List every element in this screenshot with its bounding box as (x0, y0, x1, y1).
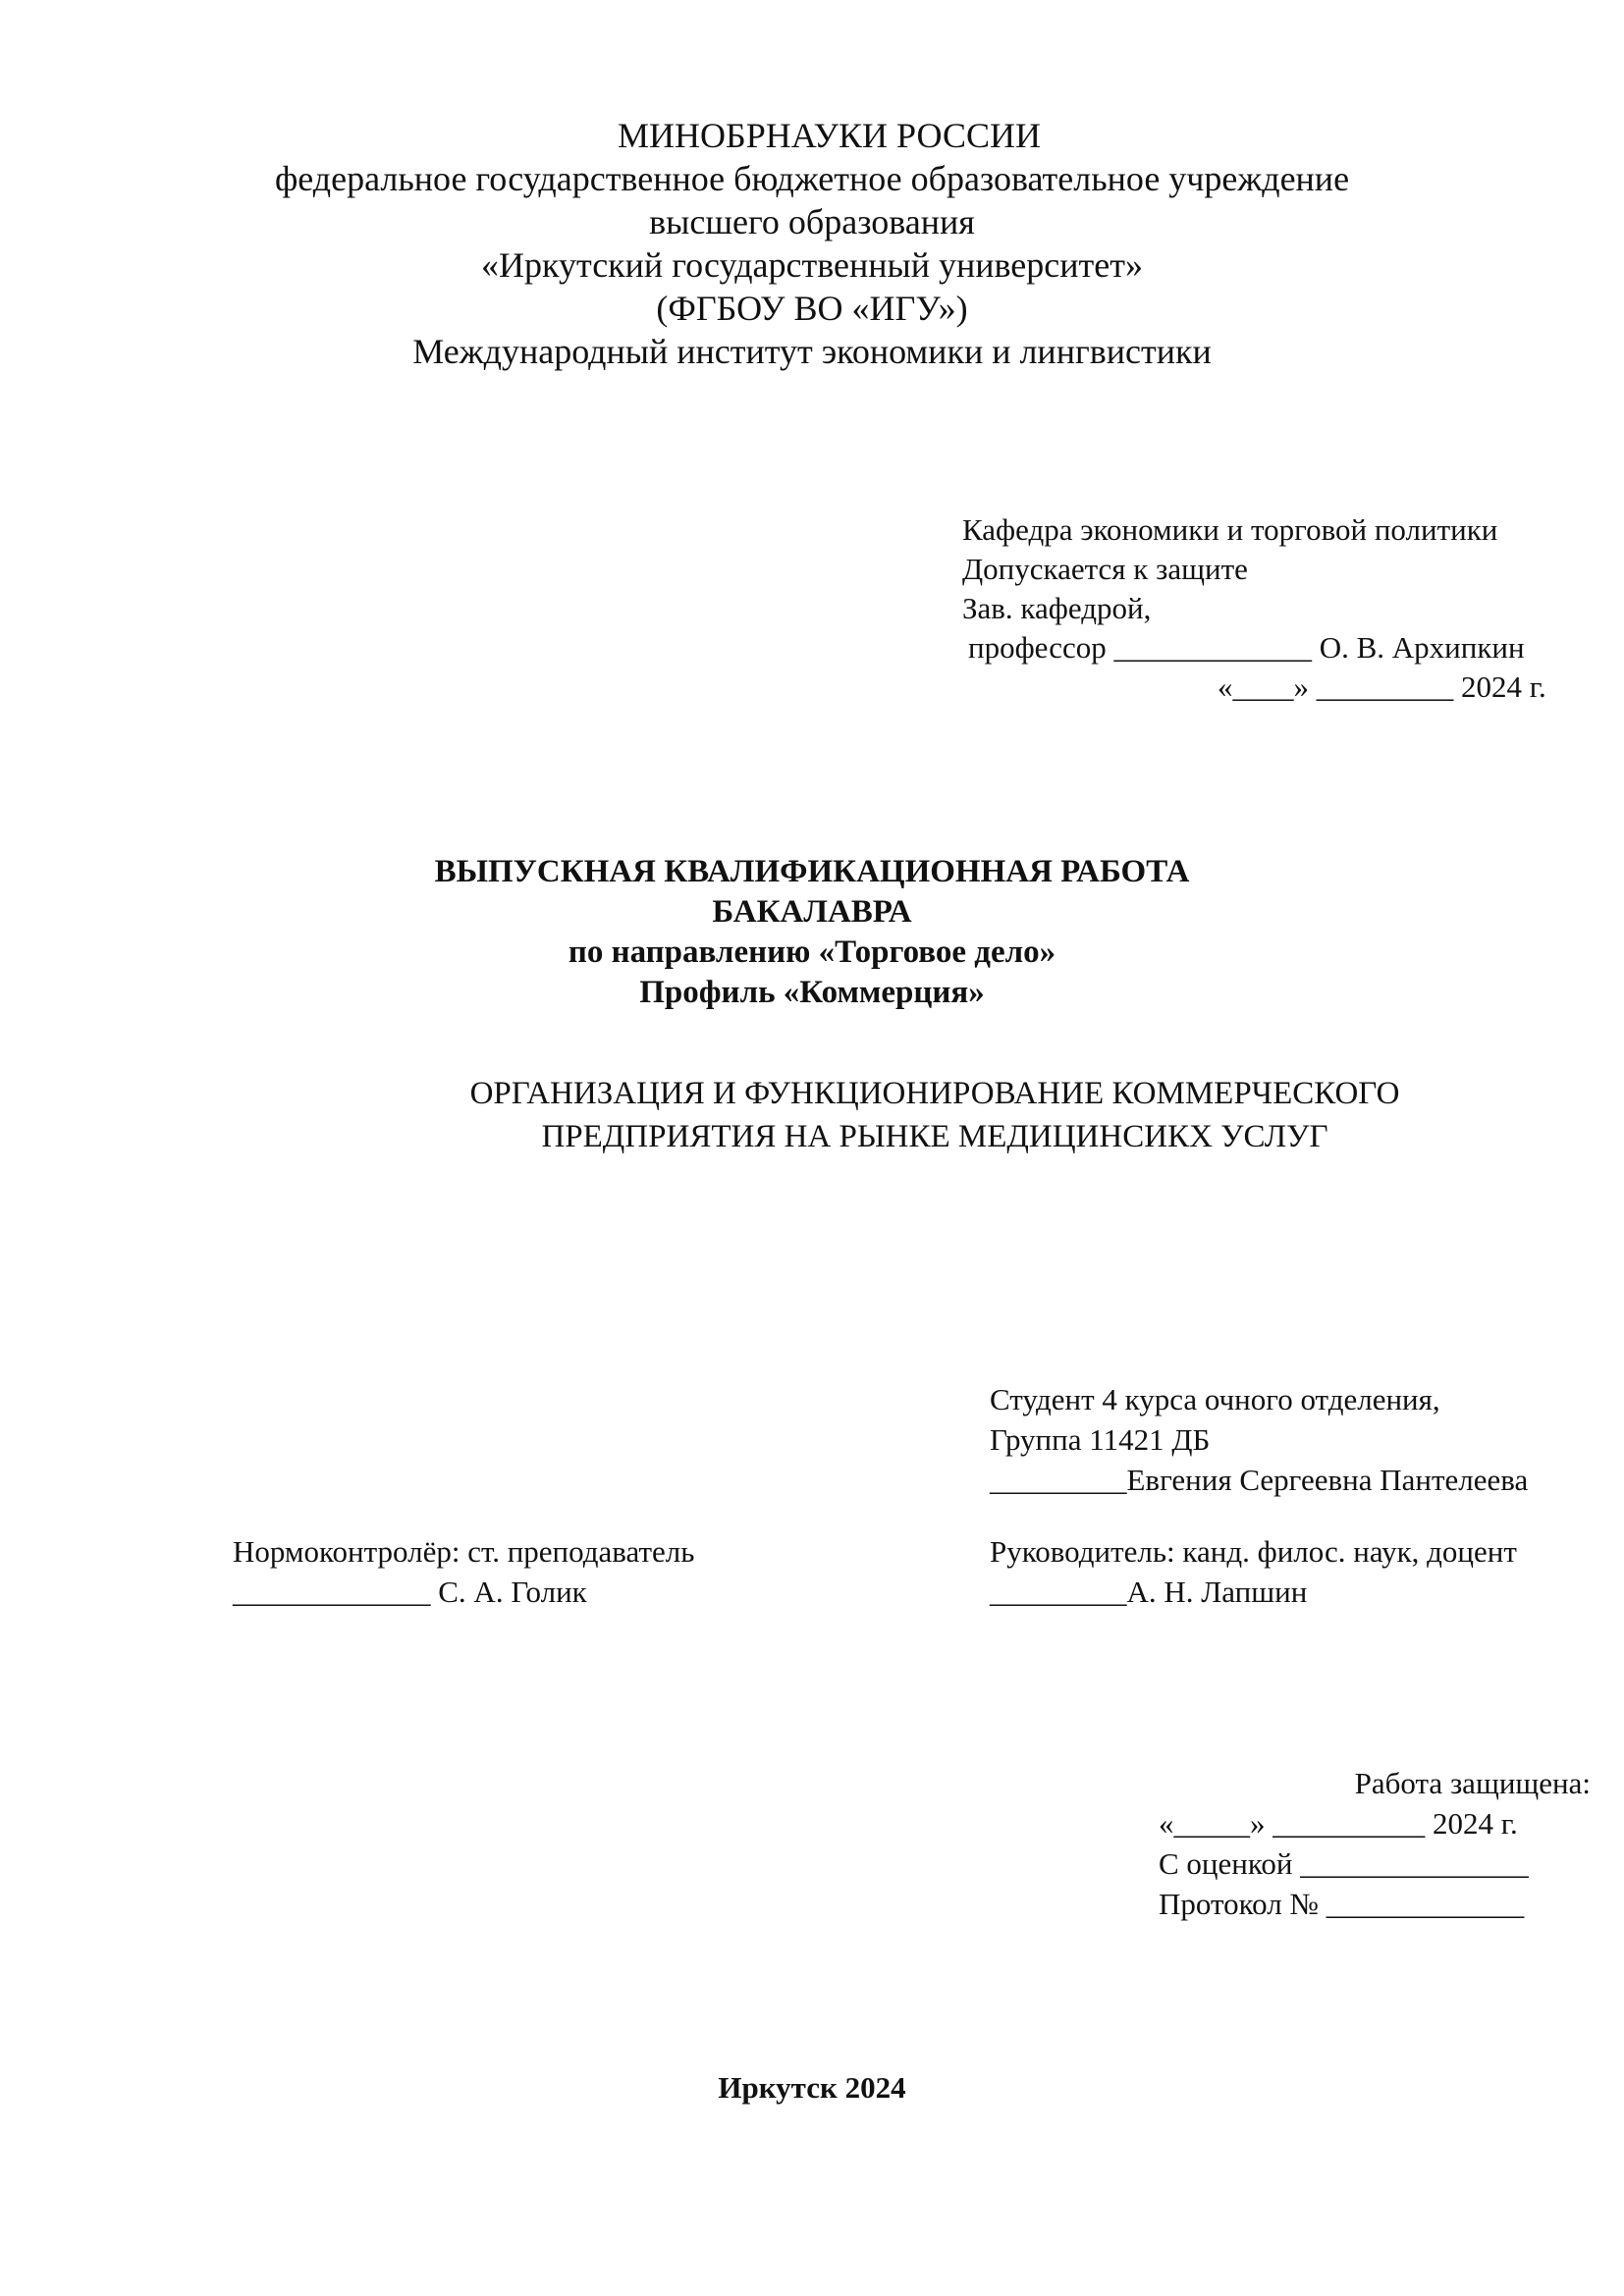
institution-type: федеральное государственное бюджетное образовательное учреждение (274, 159, 1350, 198)
document-title (0, 852, 1624, 1013)
topic-line-2: ПРЕДПРИЯТИЯ НА РЫНКЕ МЕДИЦИНСИКХ УСЛУГ (541, 1119, 1328, 1154)
normcontrol-name: _____________ С. А. Голик (233, 1575, 587, 1609)
title-line-3: по направлению «Торговое дело» (568, 934, 1056, 970)
defense-label: Работа защищена: (1354, 1766, 1591, 1800)
student-block (990, 1379, 1598, 1500)
topic-line-1: ОРГАНИЗАЦИЯ И ФУНКЦИОНИРОВАНИЕ КОММЕРЧЕСКОГО (469, 1076, 1400, 1111)
head-signature-line: профессор _____________ О. В. Архипкин (968, 630, 1525, 665)
normcontrol-block (233, 1531, 841, 1612)
supervisor-role: Руководитель: канд. филос. наук, доцент (990, 1534, 1517, 1569)
defense-date: «_____» __________ 2024 г. (1159, 1806, 1518, 1841)
ministry-name: МИНОБРНАУКИ РОССИИ (618, 116, 1041, 155)
approval-block (962, 510, 1591, 707)
institution-header (0, 114, 1624, 373)
title-line-1: ВЫПУСКНАЯ КВАЛИФИКАЦИОННАЯ РАБОТА (434, 854, 1190, 889)
student-course: Студент 4 курса очного отделения, (990, 1382, 1440, 1416)
thesis-topic (0, 1072, 1624, 1158)
student-name: _________Евгения Сергеевна Пантелеева (990, 1463, 1529, 1497)
supervisor-block (990, 1531, 1598, 1612)
admitted-label: Допускается к защите (962, 552, 1248, 586)
supervisor-name: _________А. Н. Лапшин (990, 1575, 1308, 1609)
title-line-2: БАКАЛАВРА (712, 894, 912, 930)
title-line-4: Профиль «Коммерция» (639, 975, 985, 1010)
defense-grade: С оценкой _______________ (1159, 1846, 1529, 1881)
head-label: Зав. кафедрой, (962, 591, 1152, 625)
university-name: «Иркутский государственный университет» (481, 245, 1143, 285)
normcontrol-role: Нормоконтролёр: ст. преподаватель (233, 1534, 695, 1569)
university-abbr: (ФГБОУ ВО «ИГУ») (656, 289, 968, 328)
defense-protocol: Протокол № _____________ (1159, 1887, 1525, 1921)
institute-name: Международный институт экономики и лингвистики (412, 332, 1212, 371)
approval-date-line: «____» _________ 2024 г. (1218, 669, 1546, 704)
department-name: Кафедра экономики и торговой политики (962, 512, 1498, 547)
defense-block (1159, 1763, 1591, 1924)
city-year: Иркутск 2024 (718, 2070, 906, 2105)
education-level: высшего образования (649, 202, 975, 241)
student-group: Группа 11421 ДБ (990, 1422, 1211, 1457)
